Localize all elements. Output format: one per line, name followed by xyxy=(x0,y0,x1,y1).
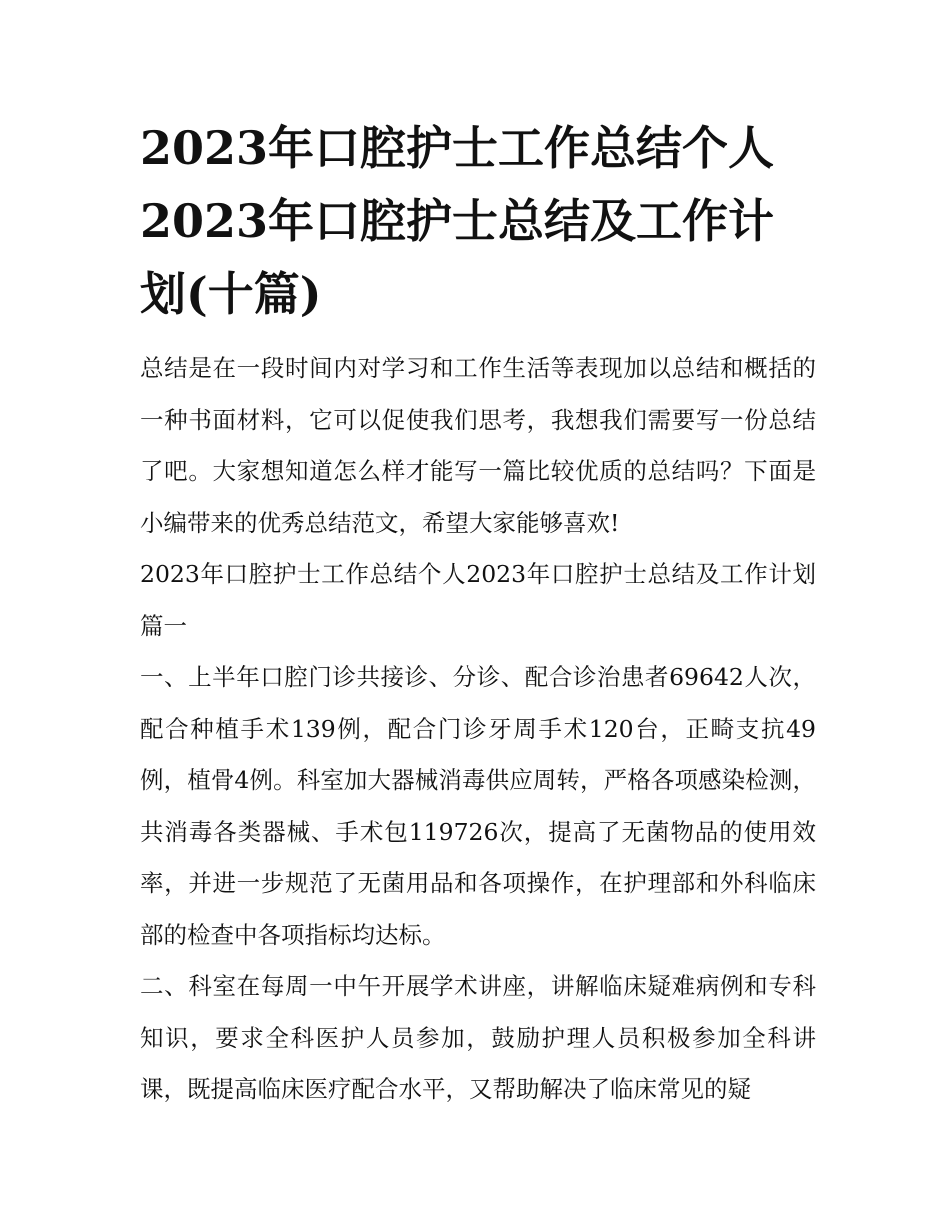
body-paragraph-1: 一、上半年口腔门诊共接诊、分诊、配合诊治患者69642人次，配合种植手术139例，配合门诊牙周手术120台，正畸支抗49例，植骨4例。科室加大器械消毒供应周转，严格各项感染检测，共消毒各类器械、手术包119726次，提高了无菌物品的使用效率，并进一步规范了无菌用品和各项操作，在护理部和外科临床部的检查中各项指标均达标。 xyxy=(140,663,816,949)
body-paragraph-2: 二、科室在每周一中午开展学术讲座，讲解临床疑难病例和专科知识，要求全科医护人员参加，鼓励护理人员积极参加全科讲课，既提高临床医疗配合水平，又帮助解决了临床常见的疑 xyxy=(140,972,816,1103)
document-title: 2023年口腔护士工作总结个人2023年口腔护士总结及工作计划(十篇) xyxy=(140,121,775,321)
intro-paragraph: 总结是在一段时间内对学习和工作生活等表现加以总结和概括的一种书面材料，它可以促使我们思考，我想我们需要写一份总结了吧。大家想知道怎么样才能写一篇比较优质的总结吗？下面是小编带来的优秀总结范文，希望大家能够喜欢! xyxy=(140,354,816,537)
document-page xyxy=(140,112,816,1116)
section-heading-paragraph: 2023年口腔护士工作总结个人2023年口腔护士总结及工作计划篇一 xyxy=(140,560,816,640)
